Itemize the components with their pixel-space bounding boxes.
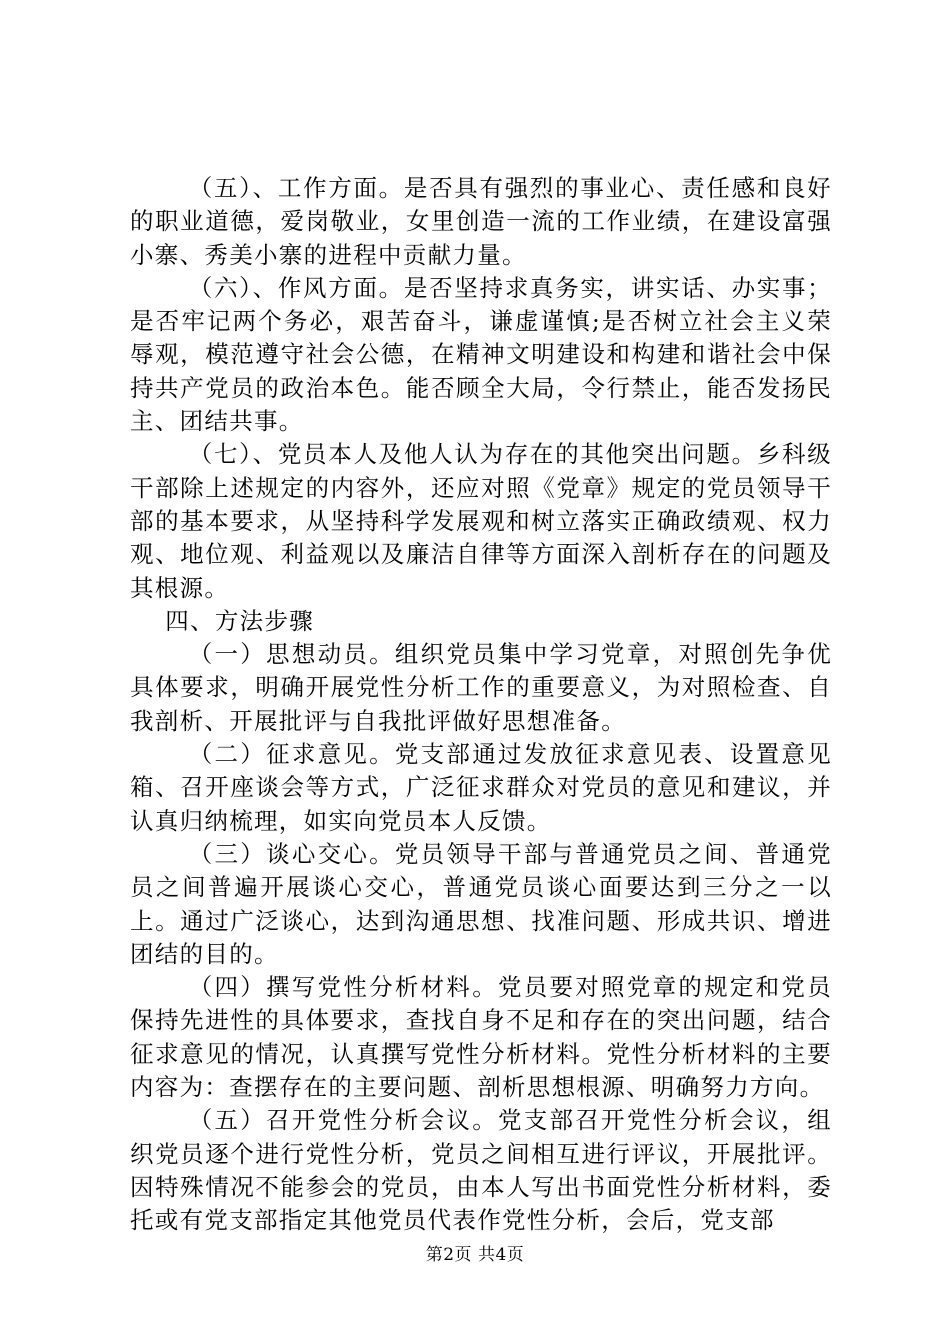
- paragraph-step-mobilization: （一）思想动员。组织党员集中学习党章，对照创先争优具体要求，明确开展党性分析工作的重要意义，为对照检查、自我剖析、开展批评与自我批评做好思想准备。: [130, 640, 832, 735]
- paragraph-step-heart-talk: （三）谈心交心。党员领导干部与普通党员之间、普通党员之间普遍开展谈心交心，普通党员谈心面要达到三分之一以上。通过广泛谈心，达到沟通思想、找准问题、形成共识、增进团结的目的。: [130, 839, 832, 968]
- paragraph-work-aspect: （五）、工作方面。是否具有强烈的事业心、责任感和良好的职业道德，爱岗敬业，女里创造一流的工作业绩，在建设富强小寨、秀美小寨的进程中贡献力量。: [130, 174, 832, 269]
- paragraph-step-meeting: （五）召开党性分析会议。党支部召开党性分析会议，组织党员逐个进行党性分析，党员之间相互进行评议，开展批评。因特殊情况不能参会的党员，由本人写出书面党性分析材料，委托或有党支部指定其他党员代表作党性分析，会后，党支部: [130, 1106, 832, 1235]
- document-body: [130, 172, 832, 1238]
- paragraph-other-problems: （七）、党员本人及他人认为存在的其他突出问题。乡科级干部除上述规定的内容外，还应对照《党章》规定的党员领导干部的基本要求，从坚持科学发展观和树立落实正确政绩观、权力观、地位观、利益观以及廉洁自律等方面深入剖析存在的问题及其根源。: [130, 440, 832, 602]
- page-number-footer: 第2页 共4页: [425, 1245, 525, 1265]
- paragraph-style-aspect: （六）、作风方面。是否坚持求真务实，讲实话、办实事；是否牢记两个务必，艰苦奋斗，谦虚谨慎;是否树立社会主义荣辱观，模范遵守社会公德，在精神文明建设和构建和谐社会中保持共产党员的政治本色。能否顾全大局，令行禁止，能否发扬民主、团结共事。: [130, 273, 832, 436]
- section-heading-methods: 四、方法步骤: [165, 606, 315, 635]
- paragraph-step-writing: （四）撰写党性分析材料。党员要对照党章的规定和党员保持先进性的具体要求，查找自身不足和存在的突出问题，结合征求意见的情况，认真撰写党性分析材料。党性分析材料的主要内容为：查摆存在的主要问题、剖析思想根源、明确努力方向。: [130, 973, 832, 1102]
- paragraph-step-opinions: （二）征求意见。党支部通过发放征求意见表、设置意见箱、召开座谈会等方式，广泛征求群众对党员的意见和建议，并认真归纳梳理，如实向党员本人反馈。: [130, 740, 832, 835]
